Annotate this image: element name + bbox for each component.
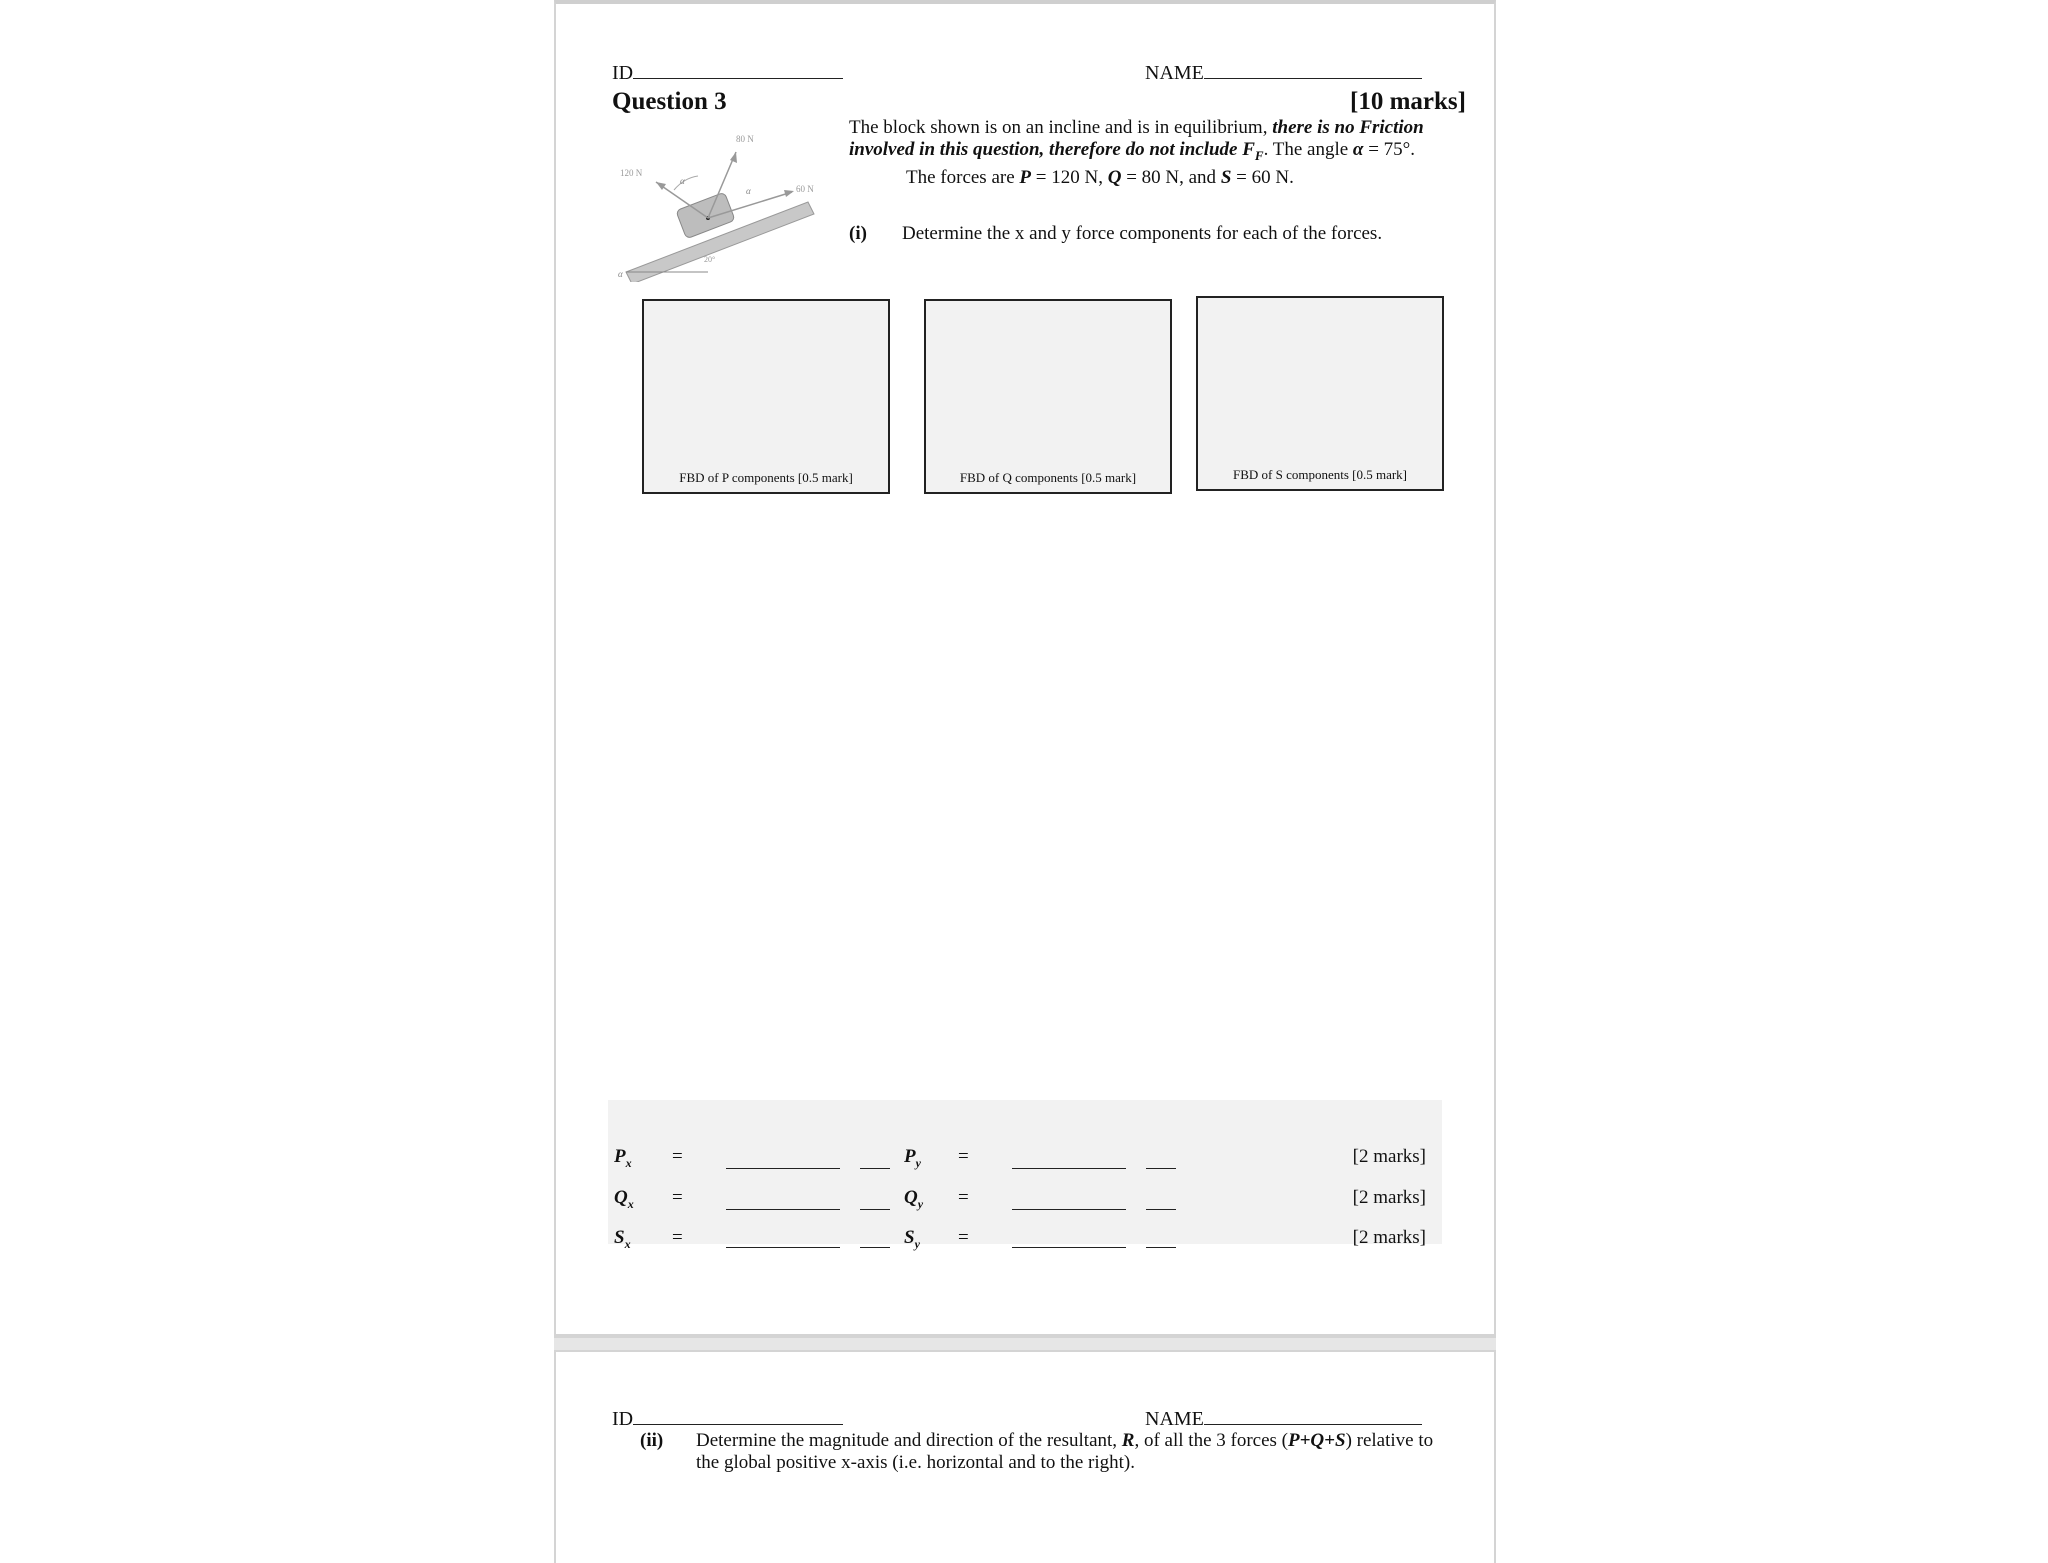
label-alpha-2: α xyxy=(746,186,751,196)
fbd-box-q[interactable] xyxy=(924,299,1172,494)
name-field-2 xyxy=(1145,1408,1422,1431)
question-title: Question 3 xyxy=(612,88,727,115)
part-ii-line-2: the global positive x-axis (i.e. horizontal and to the right). xyxy=(696,1452,1136,1473)
sx-symbol: $S_x$ xyxy=(614,1227,631,1251)
sx-answer-line[interactable] xyxy=(726,1247,840,1248)
sy-unit-line[interactable] xyxy=(1146,1247,1176,1248)
row-p-marks: [2 marks] xyxy=(1352,1146,1426,1167)
qy-equals: = xyxy=(958,1187,969,1208)
label-80n: 80 N xyxy=(736,134,754,144)
label-120n: 120 N xyxy=(620,168,643,178)
name-blank xyxy=(1204,78,1422,79)
question-marks: [10 marks] xyxy=(1350,88,1466,115)
label-60n: 60 N xyxy=(796,184,814,194)
px-answer-line[interactable] xyxy=(726,1168,840,1169)
fbd-box-p[interactable] xyxy=(642,299,890,494)
sy-equals: = xyxy=(958,1227,969,1248)
fbd-box-s[interactable] xyxy=(1196,296,1444,491)
answer-row-s xyxy=(608,1227,1442,1267)
id-blank xyxy=(633,78,843,79)
sx-unit-line[interactable] xyxy=(860,1247,890,1248)
name-field xyxy=(1145,62,1422,85)
sx-equals: = xyxy=(672,1227,683,1248)
label-alpha-3: α xyxy=(618,269,623,279)
sy-symbol: $S_y$ xyxy=(904,1227,920,1251)
intro-line-2: involved in this question, therefore do not include $F_F$. The angle α = 75°. xyxy=(849,139,1416,163)
intro-line-3: The forces are P = 120 N, Q = 80 N, and S = 60 N. xyxy=(906,166,1294,188)
py-answer-line[interactable] xyxy=(1012,1168,1126,1169)
px-equals: = xyxy=(672,1146,683,1167)
answer-table xyxy=(608,1100,1442,1251)
id-label-2: ID xyxy=(612,1408,634,1430)
fbd-caption-q: FBD of Q components [0.5 mark] xyxy=(959,470,1137,485)
page-separator xyxy=(554,1338,1496,1350)
part-ii-line-1: Determine the magnitude and direction of the resultant, R, of all the 3 forces (P+Q+S) relative to xyxy=(696,1430,1434,1451)
answer-row-p xyxy=(608,1146,1442,1186)
intro-line-1: The block shown is on an incline and is in equilibrium, there is no Friction xyxy=(849,117,1424,138)
qy-unit-line[interactable] xyxy=(1146,1209,1176,1210)
qy-answer-line[interactable] xyxy=(1012,1209,1126,1210)
qx-symbol: $Q_x$ xyxy=(614,1187,634,1211)
row-q-marks: [2 marks] xyxy=(1352,1187,1426,1208)
intro-paragraph xyxy=(849,117,1469,189)
part-i-text: Determine the x and y force components for each of the forces. xyxy=(902,223,1383,244)
part-ii-text xyxy=(696,1430,1486,1474)
row-s-marks: [2 marks] xyxy=(1352,1227,1426,1248)
qy-symbol: $Q_y$ xyxy=(904,1187,924,1211)
id-field xyxy=(612,62,843,85)
qx-answer-line[interactable] xyxy=(726,1209,840,1210)
id-field-2 xyxy=(612,1408,843,1431)
answer-row-q xyxy=(608,1187,1442,1227)
label-20deg: 20° xyxy=(704,255,716,264)
id-label: ID xyxy=(612,62,634,84)
px-unit-line[interactable] xyxy=(860,1168,890,1169)
id-blank-2 xyxy=(633,1424,843,1425)
py-equals: = xyxy=(958,1146,969,1167)
part-ii-label: (ii) xyxy=(640,1430,664,1451)
fbd-caption-s: FBD of S components [0.5 mark] xyxy=(1232,467,1408,482)
alpha-arc xyxy=(674,176,698,190)
page-2 xyxy=(554,1350,1496,1563)
name-label: NAME xyxy=(1145,62,1204,84)
part-i-label: (i) xyxy=(849,223,867,244)
name-blank-2 xyxy=(1204,1424,1422,1425)
label-alpha-1: α xyxy=(680,176,685,186)
sy-answer-line[interactable] xyxy=(1012,1247,1126,1248)
qx-equals: = xyxy=(672,1187,683,1208)
incline-figure xyxy=(618,122,828,282)
fbd-caption-p: FBD of P components [0.5 mark] xyxy=(679,470,853,485)
px-symbol: $P_x$ xyxy=(614,1146,632,1170)
py-unit-line[interactable] xyxy=(1146,1168,1176,1169)
py-symbol: $P_y$ xyxy=(904,1146,921,1170)
qx-unit-line[interactable] xyxy=(860,1209,890,1210)
name-label-2: NAME xyxy=(1145,1408,1204,1430)
